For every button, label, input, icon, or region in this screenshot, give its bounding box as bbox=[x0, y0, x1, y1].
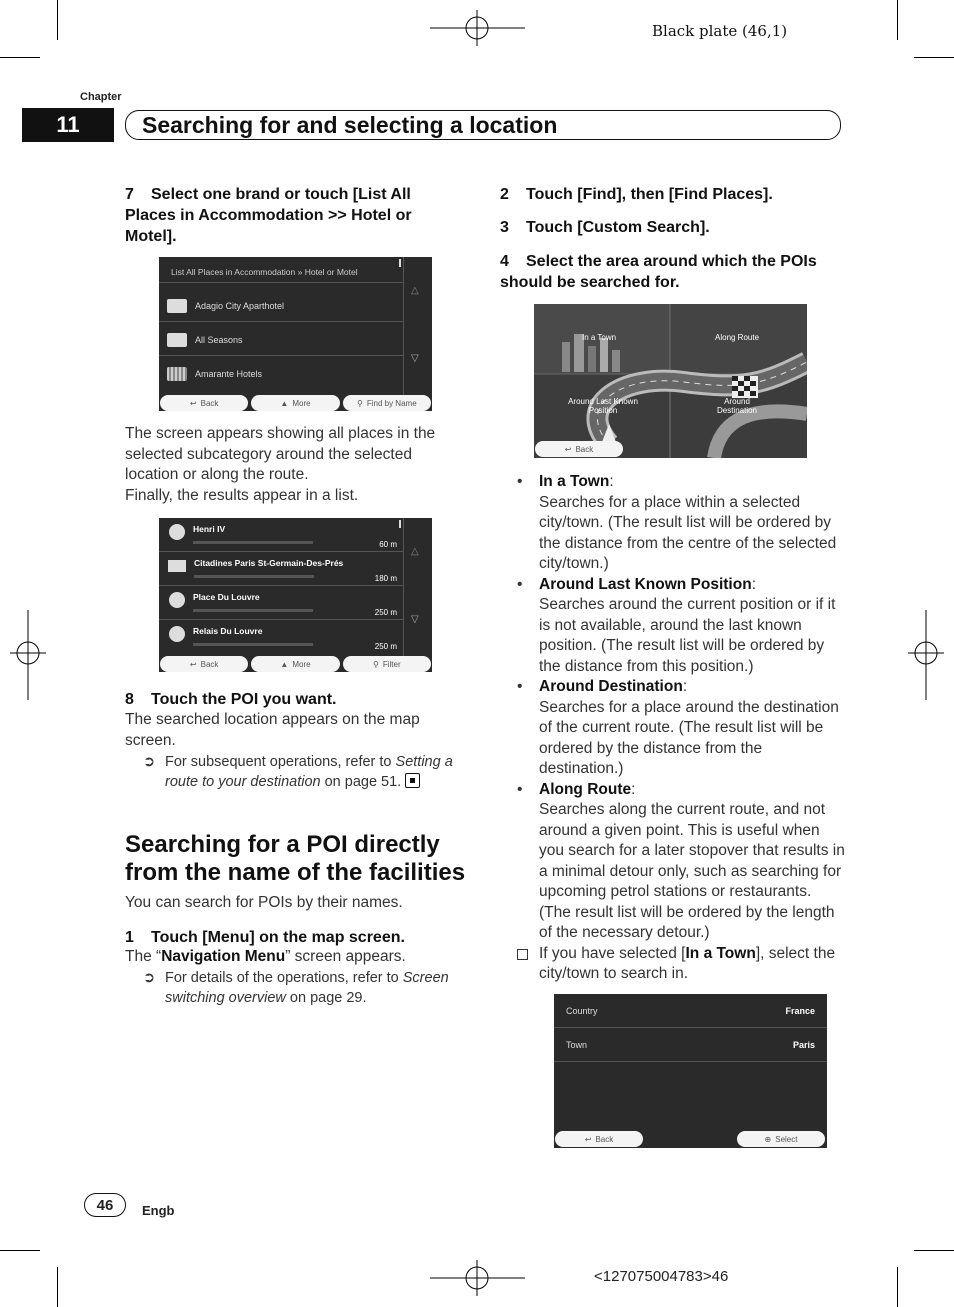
scroll-thumb[interactable] bbox=[399, 520, 401, 528]
brand-logo-icon bbox=[167, 367, 187, 381]
road-illustration bbox=[534, 304, 807, 458]
screenshot-search-area bbox=[534, 304, 807, 458]
bullet-desc: Searches for a place within a selected city/town. (The result list will be ordered by the distance from the centre of the selected city/town.) bbox=[539, 493, 837, 572]
result-item[interactable] bbox=[159, 552, 403, 586]
step-text: Touch the POI you want. bbox=[151, 691, 337, 708]
bullet-list bbox=[517, 472, 847, 985]
back-icon: ↩ bbox=[564, 444, 572, 454]
plate-label: Black plate (46,1) bbox=[652, 22, 788, 40]
bullet-icon: • bbox=[517, 678, 523, 695]
note-text: For subsequent operations, refer to bbox=[165, 754, 396, 770]
note-reference: Setting a route to your destination bbox=[165, 754, 453, 790]
button-bar bbox=[159, 395, 432, 411]
divider bbox=[159, 282, 403, 283]
screenshot-hotel-list bbox=[159, 257, 432, 411]
end-mark-icon bbox=[405, 773, 420, 788]
chapter-label: Chapter bbox=[80, 91, 122, 103]
row-value: Paris bbox=[792, 1039, 815, 1050]
more-icon: ▲ bbox=[280, 659, 289, 669]
folder-icon bbox=[167, 299, 187, 313]
bullet-desc: Searches along the current route, and not around a given point. This is useful when you search for a later stopover that results in a minimal detour only, such as searching for upcoming petrol stations or restaurants. (The result list will be ordered by the length of the necessary detour.) bbox=[539, 801, 845, 941]
scroll-down-icon[interactable]: ▽ bbox=[411, 614, 419, 625]
back-icon: ↩ bbox=[189, 659, 197, 669]
button-label: Select bbox=[775, 1134, 798, 1144]
check-note bbox=[517, 944, 847, 985]
result-name: Place Du Louvre bbox=[193, 592, 260, 602]
chapter-number bbox=[22, 108, 114, 142]
step-text: Touch [Menu] on the map screen. bbox=[151, 929, 405, 946]
bullet-term: Around Destination bbox=[539, 678, 683, 695]
bullet-item: • Around Last Known Position: Searches around the current position or if it is not available, around the last known position. (The result list will be ordered by the distance from this position.) bbox=[517, 575, 847, 678]
button-label: Back bbox=[200, 659, 219, 669]
paragraph-text: You can search for POIs by their names. bbox=[125, 894, 403, 911]
search-icon: ⚲ bbox=[356, 398, 363, 408]
step-text: Touch [Custom Search]. bbox=[526, 219, 710, 236]
scrollbar-divider bbox=[403, 518, 404, 656]
paragraph bbox=[125, 947, 460, 968]
poi-icon bbox=[169, 524, 185, 540]
bullet-term: Around Last Known Position bbox=[539, 575, 752, 593]
step-text: Select one brand or touch [List All Places in Accommodation >> Hotel or Motel]. bbox=[125, 186, 412, 245]
step-1 bbox=[125, 927, 465, 948]
screenshot-country-town bbox=[554, 994, 827, 1148]
crop-mark bbox=[57, 1267, 58, 1307]
crop-mark bbox=[914, 57, 954, 58]
bullet-item: • Around Destination: Searches for a place around the destination of the current route. (The result list will be ordered by the distance from the destination.) bbox=[517, 677, 847, 780]
result-item[interactable] bbox=[159, 586, 403, 620]
step-4 bbox=[500, 251, 840, 293]
button-label: Find by Name bbox=[366, 398, 417, 408]
find-by-name-button[interactable] bbox=[343, 395, 431, 411]
button-label: Filter bbox=[382, 659, 401, 669]
address-blur bbox=[193, 643, 313, 646]
list-item[interactable] bbox=[159, 359, 403, 389]
bullet-desc: Searches around the current position or if it is not available, around the last known position. (The result list will be ordered by the distance from this position.) bbox=[539, 596, 836, 675]
more-button[interactable] bbox=[251, 395, 339, 411]
screen-title: List All Places in Accommodation » Hotel or Motel bbox=[171, 267, 358, 277]
note-reference: Screen switching overview bbox=[165, 970, 449, 1006]
result-distance: 250 m bbox=[374, 642, 397, 651]
button-label: Back bbox=[200, 398, 219, 408]
paragraph-bold: Navigation Menu bbox=[161, 948, 286, 965]
bullet-icon: • bbox=[517, 575, 523, 593]
list-item[interactable] bbox=[159, 325, 403, 356]
select-button[interactable] bbox=[737, 1131, 825, 1147]
row-label: Town bbox=[566, 1039, 588, 1050]
step-text: Select the area around which the POIs should be searched for. bbox=[500, 253, 817, 291]
town-row[interactable] bbox=[554, 1028, 827, 1062]
bullet-item: • In a Town: Searches for a place within a selected city/town. (The result list will be ordered by the distance from the centre of the selected city/town.) bbox=[517, 472, 847, 575]
address-blur bbox=[193, 609, 313, 612]
paragraph bbox=[125, 486, 460, 507]
bullet-term: In a Town bbox=[539, 473, 610, 490]
chapter-title-text: Searching for and selecting a location bbox=[142, 111, 558, 138]
screenshot-results-list bbox=[159, 518, 432, 672]
back-icon: ↩ bbox=[189, 398, 197, 408]
crop-mark bbox=[897, 1267, 898, 1307]
document-code: <127075004783>46 bbox=[594, 1268, 729, 1285]
row-value: France bbox=[785, 1005, 815, 1016]
registration-mark bbox=[908, 610, 944, 700]
chapter-title bbox=[125, 110, 841, 140]
chapter-number-text: 11 bbox=[56, 112, 80, 137]
result-distance: 60 m bbox=[379, 540, 397, 549]
address-blur bbox=[193, 541, 313, 544]
button-label: Back bbox=[575, 444, 594, 454]
bullet-desc: Searches for a place around the destination of the current route. (The result list will be ordered by the distance from the destination.) bbox=[539, 698, 839, 777]
back-button[interactable] bbox=[160, 395, 248, 411]
paragraph bbox=[125, 424, 460, 486]
result-item[interactable] bbox=[159, 620, 403, 654]
page-number bbox=[84, 1193, 126, 1217]
step-number: 2 bbox=[500, 186, 509, 203]
step-number: 4 bbox=[500, 253, 509, 270]
address-blur bbox=[194, 575, 314, 578]
note-text: on page 51. bbox=[320, 774, 402, 790]
scroll-down-icon[interactable]: ▽ bbox=[411, 353, 419, 364]
step-3 bbox=[500, 217, 840, 238]
option-in-a-town[interactable]: In a Town bbox=[582, 333, 617, 342]
result-name: Citadines Paris St-Germain-Des-Prés bbox=[194, 558, 344, 568]
note bbox=[165, 968, 465, 1008]
step-number: 3 bbox=[500, 219, 509, 236]
paragraph-text: ” screen appears. bbox=[285, 948, 406, 965]
list-item-label: All Seasons bbox=[195, 335, 243, 345]
registration-mark bbox=[430, 10, 525, 46]
section-title: Searching for a POI directly from the name of the facilities bbox=[125, 831, 466, 886]
paragraph-text: The “ bbox=[125, 948, 162, 965]
arrow-icon: ➲ bbox=[143, 754, 156, 770]
registration-mark bbox=[430, 1260, 525, 1296]
checkbox-icon bbox=[517, 949, 528, 960]
crop-mark bbox=[0, 57, 40, 58]
list-item-label: Amarante Hotels bbox=[195, 369, 263, 379]
option-around-destination[interactable]: Around Destination bbox=[716, 397, 758, 415]
scrollbar-divider bbox=[403, 257, 404, 395]
button-label: More bbox=[292, 398, 311, 408]
option-around-last-known-position[interactable]: Around Last Known Position bbox=[568, 397, 638, 415]
list-item-label: Adagio City Aparthotel bbox=[195, 301, 285, 311]
step-number: 8 bbox=[125, 691, 134, 708]
result-distance: 250 m bbox=[374, 608, 397, 617]
paragraph bbox=[125, 710, 460, 751]
scroll-up-icon[interactable]: △ bbox=[411, 546, 419, 557]
note-text: on page 29. bbox=[285, 990, 367, 1006]
button-label: More bbox=[292, 659, 311, 669]
paragraph-text: The searched location appears on the map screen. bbox=[125, 711, 420, 749]
bullet-icon: • bbox=[517, 473, 523, 490]
back-button[interactable] bbox=[555, 1131, 643, 1147]
registration-mark bbox=[10, 610, 46, 700]
crop-mark bbox=[57, 0, 58, 40]
bullet-icon: • bbox=[517, 780, 523, 798]
row-label: Country bbox=[566, 1005, 598, 1016]
result-distance: 180 m bbox=[374, 574, 397, 583]
more-button[interactable] bbox=[251, 656, 339, 672]
bullet-item: • Along Route: Searches along the current route, and not around a given point. This is useful when you search for a later stopover that results in a minimal detour only, such as searching for upcoming petrol stations or restaurants. (The result list will be ordered by the length of the necessary detour.) bbox=[517, 780, 847, 944]
note-text: If you have selected [ bbox=[539, 944, 686, 962]
paragraph-text: Finally, the results appear in a list. bbox=[125, 487, 359, 504]
poi-icon bbox=[169, 592, 185, 608]
step-text: Touch [Find], then [Find Places]. bbox=[526, 186, 773, 203]
option-along-route[interactable]: Along Route bbox=[715, 333, 760, 342]
poi-icon bbox=[169, 626, 185, 642]
list-item[interactable] bbox=[159, 291, 403, 322]
note bbox=[165, 752, 463, 792]
back-button[interactable] bbox=[160, 656, 248, 672]
country-row[interactable] bbox=[554, 994, 827, 1028]
scroll-thumb[interactable] bbox=[399, 259, 401, 267]
button-label: Back bbox=[595, 1134, 614, 1144]
more-icon: ▲ bbox=[280, 398, 289, 408]
result-name: Relais Du Louvre bbox=[193, 626, 263, 636]
language-label: Engb bbox=[142, 1203, 175, 1218]
crop-mark bbox=[897, 0, 898, 40]
scroll-up-icon[interactable]: △ bbox=[411, 285, 419, 296]
page-number-text: 46 bbox=[96, 1196, 114, 1214]
step-2 bbox=[500, 184, 840, 205]
brand-logo-icon bbox=[168, 560, 186, 572]
paragraph-text: The screen appears showing all places in the selected subcategory around the selected location or along the route. bbox=[125, 425, 436, 483]
arrow-icon: ➲ bbox=[143, 970, 156, 986]
step-number: 7 bbox=[125, 186, 134, 203]
note-bold: In a Town bbox=[685, 944, 756, 962]
result-item[interactable] bbox=[159, 518, 403, 552]
button-bar bbox=[159, 656, 432, 672]
step-7 bbox=[125, 184, 465, 247]
step-8 bbox=[125, 689, 465, 710]
back-icon: ↩ bbox=[584, 1134, 592, 1144]
bullet-term: Along Route bbox=[539, 780, 632, 798]
paragraph bbox=[125, 893, 460, 914]
back-button[interactable] bbox=[535, 441, 623, 457]
note-text: ], select the city/town to search in. bbox=[539, 944, 836, 982]
folder-icon bbox=[167, 333, 187, 347]
filter-button[interactable] bbox=[343, 656, 431, 672]
crosshair-icon: ⊕ bbox=[764, 1134, 772, 1144]
result-name: Henri IV bbox=[193, 524, 226, 534]
filter-icon: ⚲ bbox=[373, 659, 379, 669]
step-number: 1 bbox=[125, 929, 134, 946]
note-text: For details of the operations, refer to bbox=[165, 970, 403, 986]
crop-mark bbox=[914, 1250, 954, 1251]
crop-mark bbox=[0, 1250, 40, 1251]
